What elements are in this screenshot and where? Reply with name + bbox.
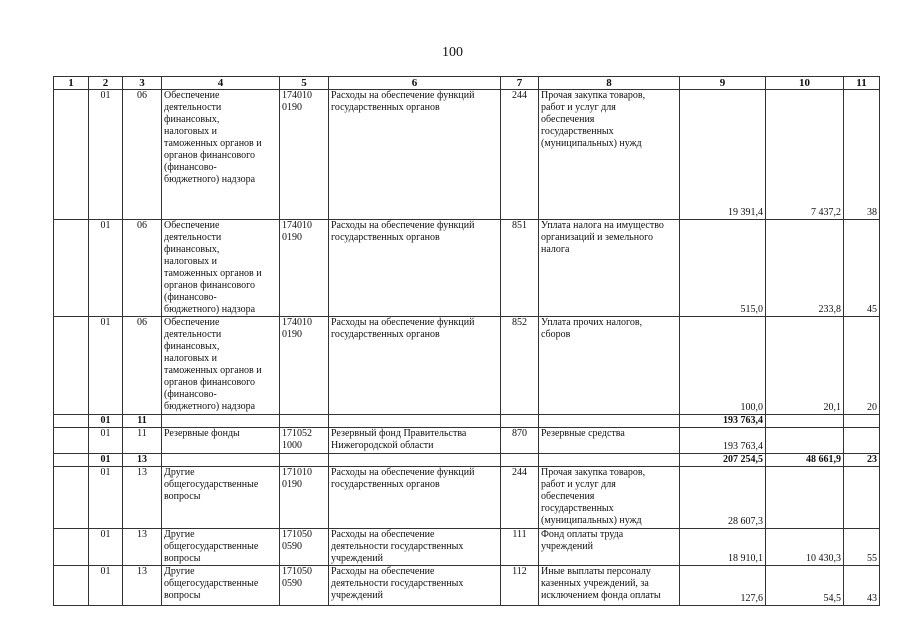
cell-amount: 515,0 bbox=[680, 220, 766, 317]
cell-target-name: Расходы на обеспечение деятельности государственных учреждений bbox=[329, 529, 501, 566]
column-number: 8 bbox=[539, 77, 680, 90]
cell-subsection: 13 bbox=[123, 454, 162, 467]
cell-target-name: Расходы на обеспечение функций государственных органов bbox=[329, 90, 501, 220]
cell-name: Резервные фонды bbox=[162, 428, 280, 454]
cell-percent bbox=[844, 467, 880, 529]
table-row bbox=[54, 566, 880, 606]
table-row bbox=[54, 428, 880, 454]
cell-percent: 43 bbox=[844, 566, 880, 606]
cell-target-code: 171050 0590 bbox=[280, 529, 329, 566]
column-number: 5 bbox=[280, 77, 329, 90]
table-row bbox=[54, 454, 880, 467]
budget-table bbox=[53, 76, 880, 606]
cell-target-code: 171010 0190 bbox=[280, 467, 329, 529]
cell-subsection: 13 bbox=[123, 467, 162, 529]
cell-amount-executed: 233,8 bbox=[766, 220, 844, 317]
cell-amount-executed bbox=[766, 415, 844, 428]
cell-section: 01 bbox=[89, 317, 123, 415]
cell-blank bbox=[54, 529, 89, 566]
cell-blank bbox=[54, 415, 89, 428]
column-number: 1 bbox=[54, 77, 89, 90]
cell-amount-executed: 7 437,2 bbox=[766, 90, 844, 220]
cell-target-code: 174010 0190 bbox=[280, 220, 329, 317]
column-number: 11 bbox=[844, 77, 880, 90]
cell-target-code: 174010 0190 bbox=[280, 317, 329, 415]
cell-blank bbox=[54, 428, 89, 454]
cell-amount: 28 607,3 bbox=[680, 467, 766, 529]
cell-expense-code: 851 bbox=[501, 220, 539, 317]
table-row bbox=[54, 529, 880, 566]
cell-target-name: Резервный фонд Правительства Нижегородской области bbox=[329, 428, 501, 454]
cell-amount-executed: 48 661,9 bbox=[766, 454, 844, 467]
cell-expense-code: 870 bbox=[501, 428, 539, 454]
cell-percent bbox=[844, 415, 880, 428]
cell-subsection: 06 bbox=[123, 220, 162, 317]
cell-blank bbox=[54, 220, 89, 317]
cell-name bbox=[162, 415, 280, 428]
cell-target-code bbox=[280, 415, 329, 428]
table-row bbox=[54, 467, 880, 529]
cell-amount: 19 391,4 bbox=[680, 90, 766, 220]
cell-percent: 45 bbox=[844, 220, 880, 317]
cell-section: 01 bbox=[89, 90, 123, 220]
cell-name: Обеспечение деятельности финансовых, налоговых и таможенных органов и органов финансового (финансово- бюджетного) надзора bbox=[162, 90, 280, 220]
cell-target-name bbox=[329, 454, 501, 467]
cell-blank bbox=[54, 467, 89, 529]
cell-percent: 20 bbox=[844, 317, 880, 415]
cell-amount-executed bbox=[766, 467, 844, 529]
cell-expense-name: Резервные средства bbox=[539, 428, 680, 454]
cell-subsection: 06 bbox=[123, 317, 162, 415]
cell-percent: 38 bbox=[844, 90, 880, 220]
cell-target-code: 171052 1000 bbox=[280, 428, 329, 454]
column-number: 2 bbox=[89, 77, 123, 90]
cell-amount-executed: 20,1 bbox=[766, 317, 844, 415]
cell-subsection: 06 bbox=[123, 90, 162, 220]
cell-expense-name: Фонд оплаты труда учреждений bbox=[539, 529, 680, 566]
cell-blank bbox=[54, 454, 89, 467]
cell-percent: 55 bbox=[844, 529, 880, 566]
cell-expense-name: Уплата прочих налогов, сборов bbox=[539, 317, 680, 415]
cell-section: 01 bbox=[89, 428, 123, 454]
cell-expense-code: 112 bbox=[501, 566, 539, 606]
cell-blank bbox=[54, 317, 89, 415]
cell-target-name: Расходы на обеспечение функций государственных органов bbox=[329, 317, 501, 415]
cell-amount-executed: 54,5 bbox=[766, 566, 844, 606]
cell-section: 01 bbox=[89, 566, 123, 606]
column-number: 10 bbox=[766, 77, 844, 90]
cell-amount-executed: 10 430,3 bbox=[766, 529, 844, 566]
cell-expense-name: Иные выплаты персоналу казенных учреждений, за исключением фонда оплаты bbox=[539, 566, 680, 606]
table-row bbox=[54, 415, 880, 428]
page-number: 100 bbox=[442, 45, 463, 60]
cell-section: 01 bbox=[89, 467, 123, 529]
cell-percent: 23 bbox=[844, 454, 880, 467]
cell-target-code: 174010 0190 bbox=[280, 90, 329, 220]
cell-amount: 207 254,5 bbox=[680, 454, 766, 467]
cell-amount-executed bbox=[766, 428, 844, 454]
cell-expense-code bbox=[501, 454, 539, 467]
cell-section: 01 bbox=[89, 454, 123, 467]
cell-expense-code bbox=[501, 415, 539, 428]
cell-percent bbox=[844, 428, 880, 454]
cell-expense-name bbox=[539, 415, 680, 428]
cell-expense-name: Уплата налога на имущество организаций и земельного налога bbox=[539, 220, 680, 317]
cell-subsection: 13 bbox=[123, 566, 162, 606]
cell-name: Другие общегосударственные вопросы bbox=[162, 566, 280, 606]
cell-target-name bbox=[329, 415, 501, 428]
cell-expense-name: Прочая закупка товаров, работ и услуг для обеспечения государственных (муниципальных) нужд bbox=[539, 467, 680, 529]
cell-amount: 100,0 bbox=[680, 317, 766, 415]
table-row bbox=[54, 220, 880, 317]
cell-expense-code: 244 bbox=[501, 90, 539, 220]
table-row bbox=[54, 90, 880, 220]
cell-expense-code: 852 bbox=[501, 317, 539, 415]
column-number: 9 bbox=[680, 77, 766, 90]
column-number: 6 bbox=[329, 77, 501, 90]
column-number: 3 bbox=[123, 77, 162, 90]
cell-name: Обеспечение деятельности финансовых, налоговых и таможенных органов и органов финансового (финансово- бюджетного) надзора bbox=[162, 220, 280, 317]
cell-target-code bbox=[280, 454, 329, 467]
cell-amount: 127,6 bbox=[680, 566, 766, 606]
cell-name: Обеспечение деятельности финансовых, налоговых и таможенных органов и органов финансового (финансово- бюджетного) надзора bbox=[162, 317, 280, 415]
cell-expense-code: 111 bbox=[501, 529, 539, 566]
cell-section: 01 bbox=[89, 529, 123, 566]
cell-blank bbox=[54, 90, 89, 220]
cell-amount: 193 763,4 bbox=[680, 415, 766, 428]
cell-subsection: 11 bbox=[123, 415, 162, 428]
cell-expense-name: Прочая закупка товаров, работ и услуг для обеспечения государственных (муниципальных) нужд bbox=[539, 90, 680, 220]
cell-name bbox=[162, 454, 280, 467]
column-number: 4 bbox=[162, 77, 280, 90]
cell-target-name: Расходы на обеспечение деятельности государственных учреждений bbox=[329, 566, 501, 606]
table-row bbox=[54, 317, 880, 415]
cell-target-code: 171050 0590 bbox=[280, 566, 329, 606]
cell-target-name: Расходы на обеспечение функций государственных органов bbox=[329, 220, 501, 317]
cell-expense-name bbox=[539, 454, 680, 467]
cell-subsection: 11 bbox=[123, 428, 162, 454]
cell-target-name: Расходы на обеспечение функций государственных органов bbox=[329, 467, 501, 529]
cell-expense-code: 244 bbox=[501, 467, 539, 529]
cell-amount: 193 763,4 bbox=[680, 428, 766, 454]
cell-subsection: 13 bbox=[123, 529, 162, 566]
cell-section: 01 bbox=[89, 415, 123, 428]
column-number: 7 bbox=[501, 77, 539, 90]
cell-name: Другие общегосударственные вопросы bbox=[162, 529, 280, 566]
cell-section: 01 bbox=[89, 220, 123, 317]
cell-blank bbox=[54, 566, 89, 606]
cell-name: Другие общегосударственные вопросы bbox=[162, 467, 280, 529]
column-number-row bbox=[54, 77, 880, 90]
cell-amount: 18 910,1 bbox=[680, 529, 766, 566]
